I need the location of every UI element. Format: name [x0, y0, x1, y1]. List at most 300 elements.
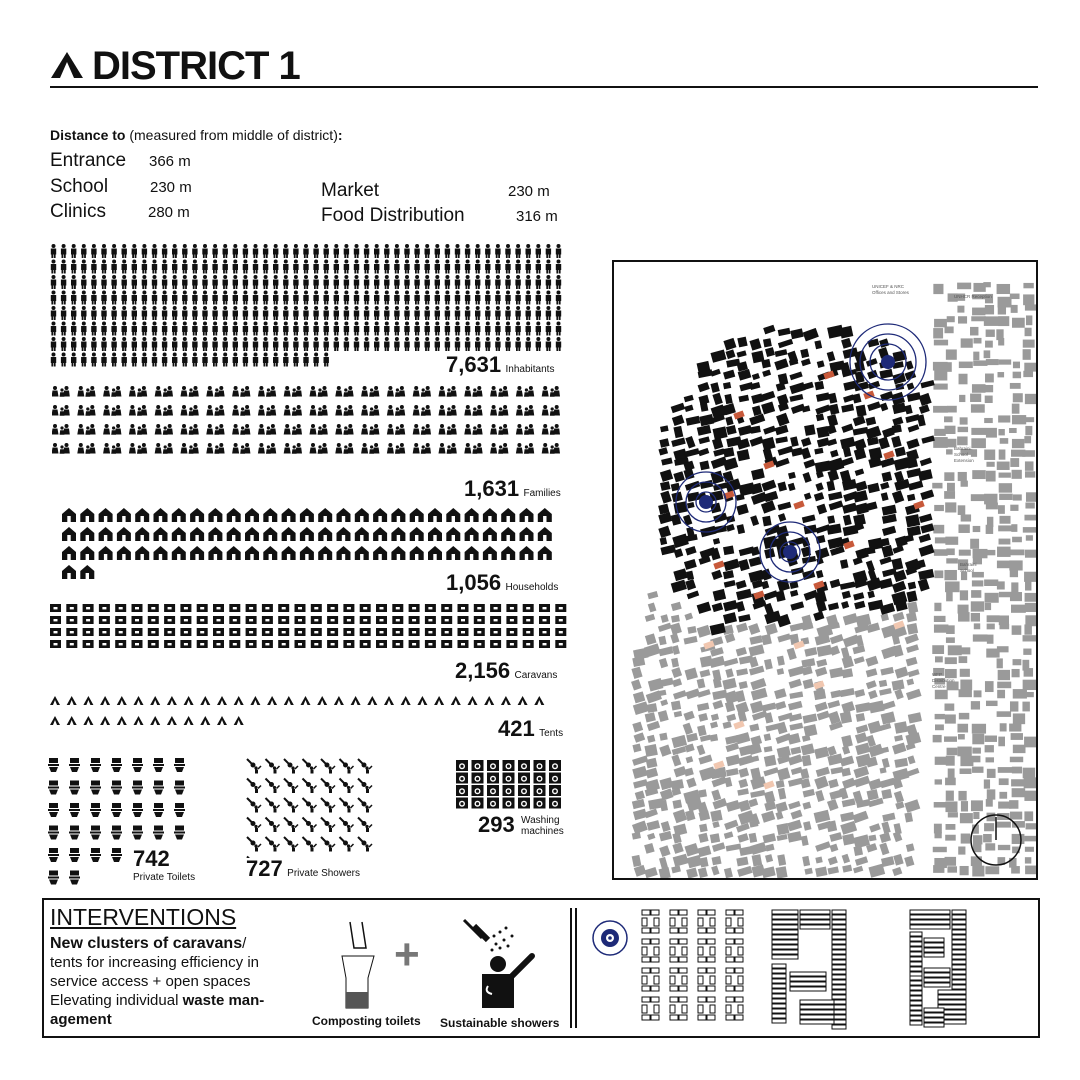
- person-icon: [223, 291, 228, 305]
- caravan-unit: [952, 940, 966, 944]
- caravan-icon: [229, 628, 240, 636]
- caravan-unit: [698, 1015, 706, 1020]
- surrounding-block: [1010, 701, 1018, 711]
- caravan-icon: [441, 640, 452, 648]
- surrounding-block: [1026, 535, 1033, 540]
- person-icon: [202, 353, 207, 367]
- district-block: [841, 338, 852, 349]
- tent-icon: [184, 696, 194, 705]
- shower-icon: [266, 779, 280, 794]
- caravan-unit: [679, 997, 687, 1002]
- house-icon: [190, 527, 204, 541]
- surrounding-block: [671, 615, 680, 623]
- person-icon: [111, 260, 116, 274]
- district-block: [841, 601, 849, 609]
- caravan-unit: [642, 918, 647, 926]
- caravan-icon: [425, 628, 436, 636]
- family-icon: [361, 386, 379, 397]
- surrounding-block: [880, 667, 894, 676]
- surrounding-block: [735, 732, 750, 744]
- surrounding-block: [935, 779, 942, 784]
- surrounding-block: [644, 843, 655, 854]
- surrounding-block: [997, 372, 1004, 377]
- family-icon: [155, 405, 173, 416]
- surrounding-block: [999, 494, 1012, 500]
- surrounding-block: [842, 798, 856, 807]
- family-icon: [310, 443, 328, 454]
- house-icon: [99, 527, 113, 541]
- surrounding-block: [934, 824, 942, 834]
- caravan-unit: [735, 957, 743, 962]
- showers-value: 727: [246, 856, 283, 881]
- surrounding-block: [944, 326, 953, 333]
- caravan-unit: [772, 925, 798, 929]
- person-icon: [374, 260, 379, 274]
- surrounding-block: [933, 865, 944, 873]
- surrounding-block: [658, 623, 672, 632]
- family-icon: [103, 424, 121, 435]
- person-icon: [445, 260, 450, 274]
- person-icon: [556, 275, 561, 289]
- district-block: [723, 447, 734, 457]
- surrounding-block: [1024, 811, 1033, 821]
- person-icon: [223, 260, 228, 274]
- person-icon: [475, 337, 480, 351]
- person-icon: [435, 244, 440, 258]
- caravan-unit: [670, 957, 678, 962]
- surrounding-block: [959, 395, 965, 402]
- person-icon: [202, 322, 207, 336]
- washer-icon: [487, 760, 499, 771]
- caravan-unit: [726, 928, 734, 933]
- surrounding-block: [1010, 592, 1022, 601]
- house-icon: [501, 508, 515, 522]
- district-block: [775, 425, 789, 435]
- person-icon: [91, 353, 96, 367]
- house-icon: [446, 546, 460, 560]
- district-block: [685, 481, 700, 491]
- caravan-unit: [910, 925, 950, 929]
- house-icon: [117, 508, 131, 522]
- house-icon: [391, 527, 405, 541]
- map-label-bahraini-ext: Bahraini School Extension: [954, 446, 974, 463]
- interventions-panel: [42, 898, 1040, 1038]
- person-icon: [495, 260, 500, 274]
- person-icon: [172, 275, 177, 289]
- house-icon: [520, 508, 534, 522]
- surrounding-block: [1011, 605, 1026, 613]
- person-icon: [283, 260, 288, 274]
- shower-icon: [358, 837, 372, 852]
- person-icon: [273, 322, 278, 336]
- distance-label-food-distribution: Food Distribution: [321, 205, 465, 226]
- surrounding-block: [973, 352, 979, 360]
- person-icon: [162, 244, 167, 258]
- shower-icon: [247, 818, 261, 833]
- house-icon: [208, 508, 222, 522]
- surrounding-block: [790, 747, 801, 755]
- district-block: [879, 556, 891, 564]
- caravan-unit: [710, 1005, 715, 1013]
- surrounding-block: [961, 481, 968, 487]
- surrounding-block: [787, 648, 797, 660]
- person-icon: [495, 244, 500, 258]
- caravan-icon: [50, 616, 61, 624]
- district-block: [723, 559, 739, 572]
- district-block: [853, 415, 866, 426]
- district-block: [763, 426, 776, 435]
- person-icon: [172, 322, 177, 336]
- surrounding-block: [660, 678, 674, 687]
- surrounding-block: [972, 748, 981, 754]
- washer-icon: [549, 785, 561, 796]
- person-icon: [233, 306, 238, 320]
- house-icon: [391, 546, 405, 560]
- surrounding-block: [1025, 847, 1034, 852]
- surrounding-block: [738, 755, 754, 766]
- person-icon: [283, 291, 288, 305]
- surrounding-block: [829, 832, 842, 842]
- washer-icon: [472, 798, 484, 809]
- person-icon: [273, 337, 278, 351]
- person-icon: [142, 306, 147, 320]
- family-icon: [129, 424, 147, 435]
- surrounding-block: [947, 316, 955, 322]
- surrounding-block: [868, 690, 878, 699]
- person-icon: [404, 306, 409, 320]
- surrounding-block: [946, 591, 953, 602]
- person-icon: [303, 275, 308, 289]
- district-block: [737, 337, 747, 348]
- district-block: [660, 491, 672, 504]
- surrounding-block: [830, 634, 844, 644]
- surrounding-block: [726, 843, 742, 851]
- surrounding-block: [725, 668, 734, 677]
- caravan-unit: [800, 1015, 834, 1019]
- surrounding-block: [960, 813, 973, 823]
- person-icon: [384, 322, 389, 336]
- caravan-unit: [726, 918, 731, 926]
- surrounding-block: [1010, 505, 1018, 511]
- caravan-icon: [115, 604, 126, 612]
- surrounding-block: [960, 756, 973, 766]
- surrounding-block: [765, 854, 773, 862]
- person-icon: [172, 260, 177, 274]
- person-icon: [515, 337, 520, 351]
- family-icon: [103, 405, 121, 416]
- person-icon: [91, 260, 96, 274]
- caravan-unit: [800, 920, 830, 924]
- caravan-icon: [425, 640, 436, 648]
- surrounding-block: [869, 823, 881, 832]
- house-icon: [355, 546, 369, 560]
- surrounding-block: [971, 494, 986, 501]
- caravan-unit: [772, 945, 798, 949]
- caravan-unit: [910, 1001, 922, 1005]
- person-icon: [142, 244, 147, 258]
- tent-icon: [200, 696, 210, 705]
- person-icon: [495, 322, 500, 336]
- caravan-unit: [800, 1005, 834, 1009]
- caravan-unit: [698, 928, 706, 933]
- washer-icon: [487, 798, 499, 809]
- surrounding-block: [761, 811, 775, 823]
- person-icon: [223, 275, 228, 289]
- district-block: [801, 358, 811, 366]
- district-block: [685, 534, 698, 542]
- house-icon: [428, 546, 442, 560]
- district-block: [814, 492, 824, 501]
- house-icon: [135, 508, 149, 522]
- person-icon: [212, 244, 217, 258]
- district-block: [905, 535, 914, 543]
- interventions-line4-bold: waste man-: [182, 992, 265, 1009]
- caravan-unit: [910, 1006, 922, 1010]
- person-icon: [182, 275, 187, 289]
- washer-icon: [503, 773, 515, 784]
- surrounding-block: [816, 767, 830, 777]
- district-block: [801, 437, 811, 447]
- person-icon: [81, 291, 86, 305]
- shower-icon: [266, 759, 280, 774]
- caravan-unit: [910, 967, 922, 971]
- tent-icon: [134, 716, 144, 725]
- surrounding-block: [973, 549, 988, 558]
- surrounding-block: [957, 306, 964, 313]
- surrounding-block: [632, 820, 648, 834]
- person-icon: [233, 353, 238, 367]
- district-block: [736, 601, 745, 612]
- surrounding-block: [973, 360, 987, 366]
- family-icon: [516, 386, 534, 397]
- caravan-icon: [409, 616, 420, 624]
- caravan-icon: [409, 640, 420, 648]
- caravan-icon: [148, 628, 159, 636]
- surrounding-block: [1012, 404, 1020, 414]
- person-icon: [132, 260, 137, 274]
- toilet-icon: [174, 758, 185, 772]
- toilet-icon: [69, 848, 80, 862]
- surrounding-block: [934, 570, 943, 578]
- caravan-unit: [924, 943, 944, 947]
- surrounding-block: [801, 743, 815, 755]
- person-icon: [81, 260, 86, 274]
- caravan-icon: [197, 640, 208, 648]
- district-block: [843, 515, 852, 526]
- surrounding-block: [762, 833, 776, 843]
- surrounding-block: [634, 732, 646, 742]
- person-icon: [273, 291, 278, 305]
- person-icon: [354, 306, 359, 320]
- surrounding-block: [711, 866, 719, 876]
- district-block: [710, 349, 726, 362]
- toilet-icon: [69, 803, 80, 817]
- district-block: [749, 414, 765, 426]
- surrounding-block: [827, 799, 839, 811]
- person-icon: [384, 337, 389, 351]
- person-icon: [263, 306, 268, 320]
- distance-label-school: School: [50, 176, 109, 197]
- surrounding-block: [840, 821, 857, 835]
- caravan-icon: [392, 604, 403, 612]
- person-icon: [485, 260, 490, 274]
- caravan-unit: [772, 1014, 786, 1018]
- surrounding-block: [749, 635, 762, 645]
- person-icon: [51, 322, 56, 336]
- caravan-icon: [392, 640, 403, 648]
- person-icon: [394, 291, 399, 305]
- tent-icon: [351, 696, 361, 705]
- house-icon: [520, 527, 534, 541]
- person-icon: [91, 337, 96, 351]
- person-icon: [71, 260, 76, 274]
- surrounding-block: [986, 503, 998, 510]
- family-icon: [258, 405, 276, 416]
- district-block: [908, 582, 917, 590]
- district-block: [724, 394, 732, 404]
- district-block: [881, 492, 889, 501]
- district-block: [684, 448, 700, 457]
- person-icon: [485, 322, 490, 336]
- district-block: [840, 559, 849, 569]
- caravan-icon: [99, 604, 110, 612]
- district-block: [723, 382, 731, 389]
- surrounding-block: [789, 679, 802, 689]
- caravan-icon: [262, 628, 273, 636]
- caravan-unit: [707, 1015, 715, 1020]
- surrounding-block: [998, 737, 1005, 747]
- person-icon: [475, 260, 480, 274]
- district-block: [879, 578, 893, 589]
- family-icon: [258, 386, 276, 397]
- person-icon: [465, 275, 470, 289]
- washer-icon: [456, 798, 468, 809]
- person-icon: [425, 291, 430, 305]
- page-title: DISTRICT 1: [92, 44, 300, 88]
- composting-toilet-icon: [340, 918, 380, 1012]
- caravan-icon: [376, 604, 387, 612]
- caravan-icon: [83, 628, 94, 636]
- surrounding-block: [791, 810, 803, 820]
- house-icon: [465, 527, 479, 541]
- house-icon: [80, 508, 94, 522]
- surrounding-block: [842, 778, 856, 790]
- tent-icon: [83, 716, 93, 725]
- caravan-unit: [772, 999, 786, 1003]
- person-icon: [526, 322, 531, 336]
- person-icon: [202, 306, 207, 320]
- family-icon: [387, 424, 405, 435]
- district-block: [723, 600, 738, 612]
- washer-icon: [503, 785, 515, 796]
- surrounding-block: [736, 668, 748, 676]
- surrounding-block: [944, 491, 955, 499]
- family-icon: [77, 386, 95, 397]
- house-icon: [172, 546, 186, 560]
- surrounding-block: [983, 834, 992, 842]
- family-icon: [258, 424, 276, 435]
- family-icon: [206, 443, 224, 454]
- district-block: [855, 468, 865, 476]
- surrounding-block: [1010, 568, 1018, 577]
- surrounding-block: [855, 856, 868, 866]
- surrounding-block: [894, 721, 908, 733]
- family-icon: [52, 424, 70, 435]
- person-icon: [283, 275, 288, 289]
- surrounding-block: [826, 820, 837, 832]
- district-block: [790, 436, 799, 447]
- surrounding-block: [998, 670, 1010, 680]
- caravan-unit: [707, 997, 715, 1002]
- distance-heading: [50, 127, 343, 143]
- surrounding-block: [814, 810, 831, 823]
- caravan-unit: [910, 986, 922, 990]
- district-block: [750, 436, 764, 447]
- district-block: [843, 447, 852, 457]
- person-icon: [111, 353, 116, 367]
- surrounding-block: [882, 813, 895, 822]
- shower-icon: [321, 798, 335, 813]
- house-icon: [538, 508, 552, 522]
- person-icon: [313, 306, 318, 320]
- surrounding-block: [1023, 768, 1035, 779]
- highlighted-block: [713, 560, 724, 569]
- caravan-icon: [506, 628, 517, 636]
- district-block: [814, 381, 824, 390]
- toilet-icon: [48, 781, 59, 795]
- caravan-unit: [710, 918, 715, 926]
- caravan-unit: [924, 953, 944, 957]
- district-block: [918, 578, 930, 591]
- person-icon: [122, 275, 127, 289]
- surrounding-block: [1023, 680, 1036, 690]
- district-block: [726, 425, 737, 435]
- tent-icon: [167, 696, 177, 705]
- person-icon: [354, 260, 359, 274]
- surrounding-block: [999, 624, 1009, 629]
- surrounding-block: [764, 755, 777, 767]
- district-block: [813, 611, 824, 621]
- district-block: [712, 393, 722, 405]
- surrounding-block: [879, 680, 887, 687]
- surrounding-block: [934, 429, 946, 436]
- surrounding-block: [748, 644, 764, 656]
- person-icon: [303, 337, 308, 351]
- caravan-unit: [772, 915, 798, 919]
- surrounding-block: [957, 724, 968, 733]
- surrounding-block: [1011, 733, 1023, 740]
- surrounding-block: [1025, 328, 1032, 336]
- caravan-icon: [197, 604, 208, 612]
- surrounding-block: [1025, 502, 1034, 508]
- person-icon: [61, 322, 66, 336]
- person-icon: [101, 260, 106, 274]
- person-icon: [546, 322, 551, 336]
- district-block: [660, 481, 671, 491]
- toilet-icon: [111, 781, 122, 795]
- surrounding-block: [984, 316, 999, 326]
- surrounding-block: [1022, 450, 1035, 457]
- surrounding-block: [986, 757, 995, 762]
- shower-icon: [303, 779, 317, 794]
- surrounding-block: [775, 701, 786, 710]
- surrounding-block: [764, 733, 772, 741]
- caravan-unit: [772, 1009, 786, 1013]
- district-block: [867, 401, 881, 411]
- shower-icon: [321, 779, 335, 794]
- person-icon: [515, 322, 520, 336]
- caravan-unit: [642, 986, 650, 991]
